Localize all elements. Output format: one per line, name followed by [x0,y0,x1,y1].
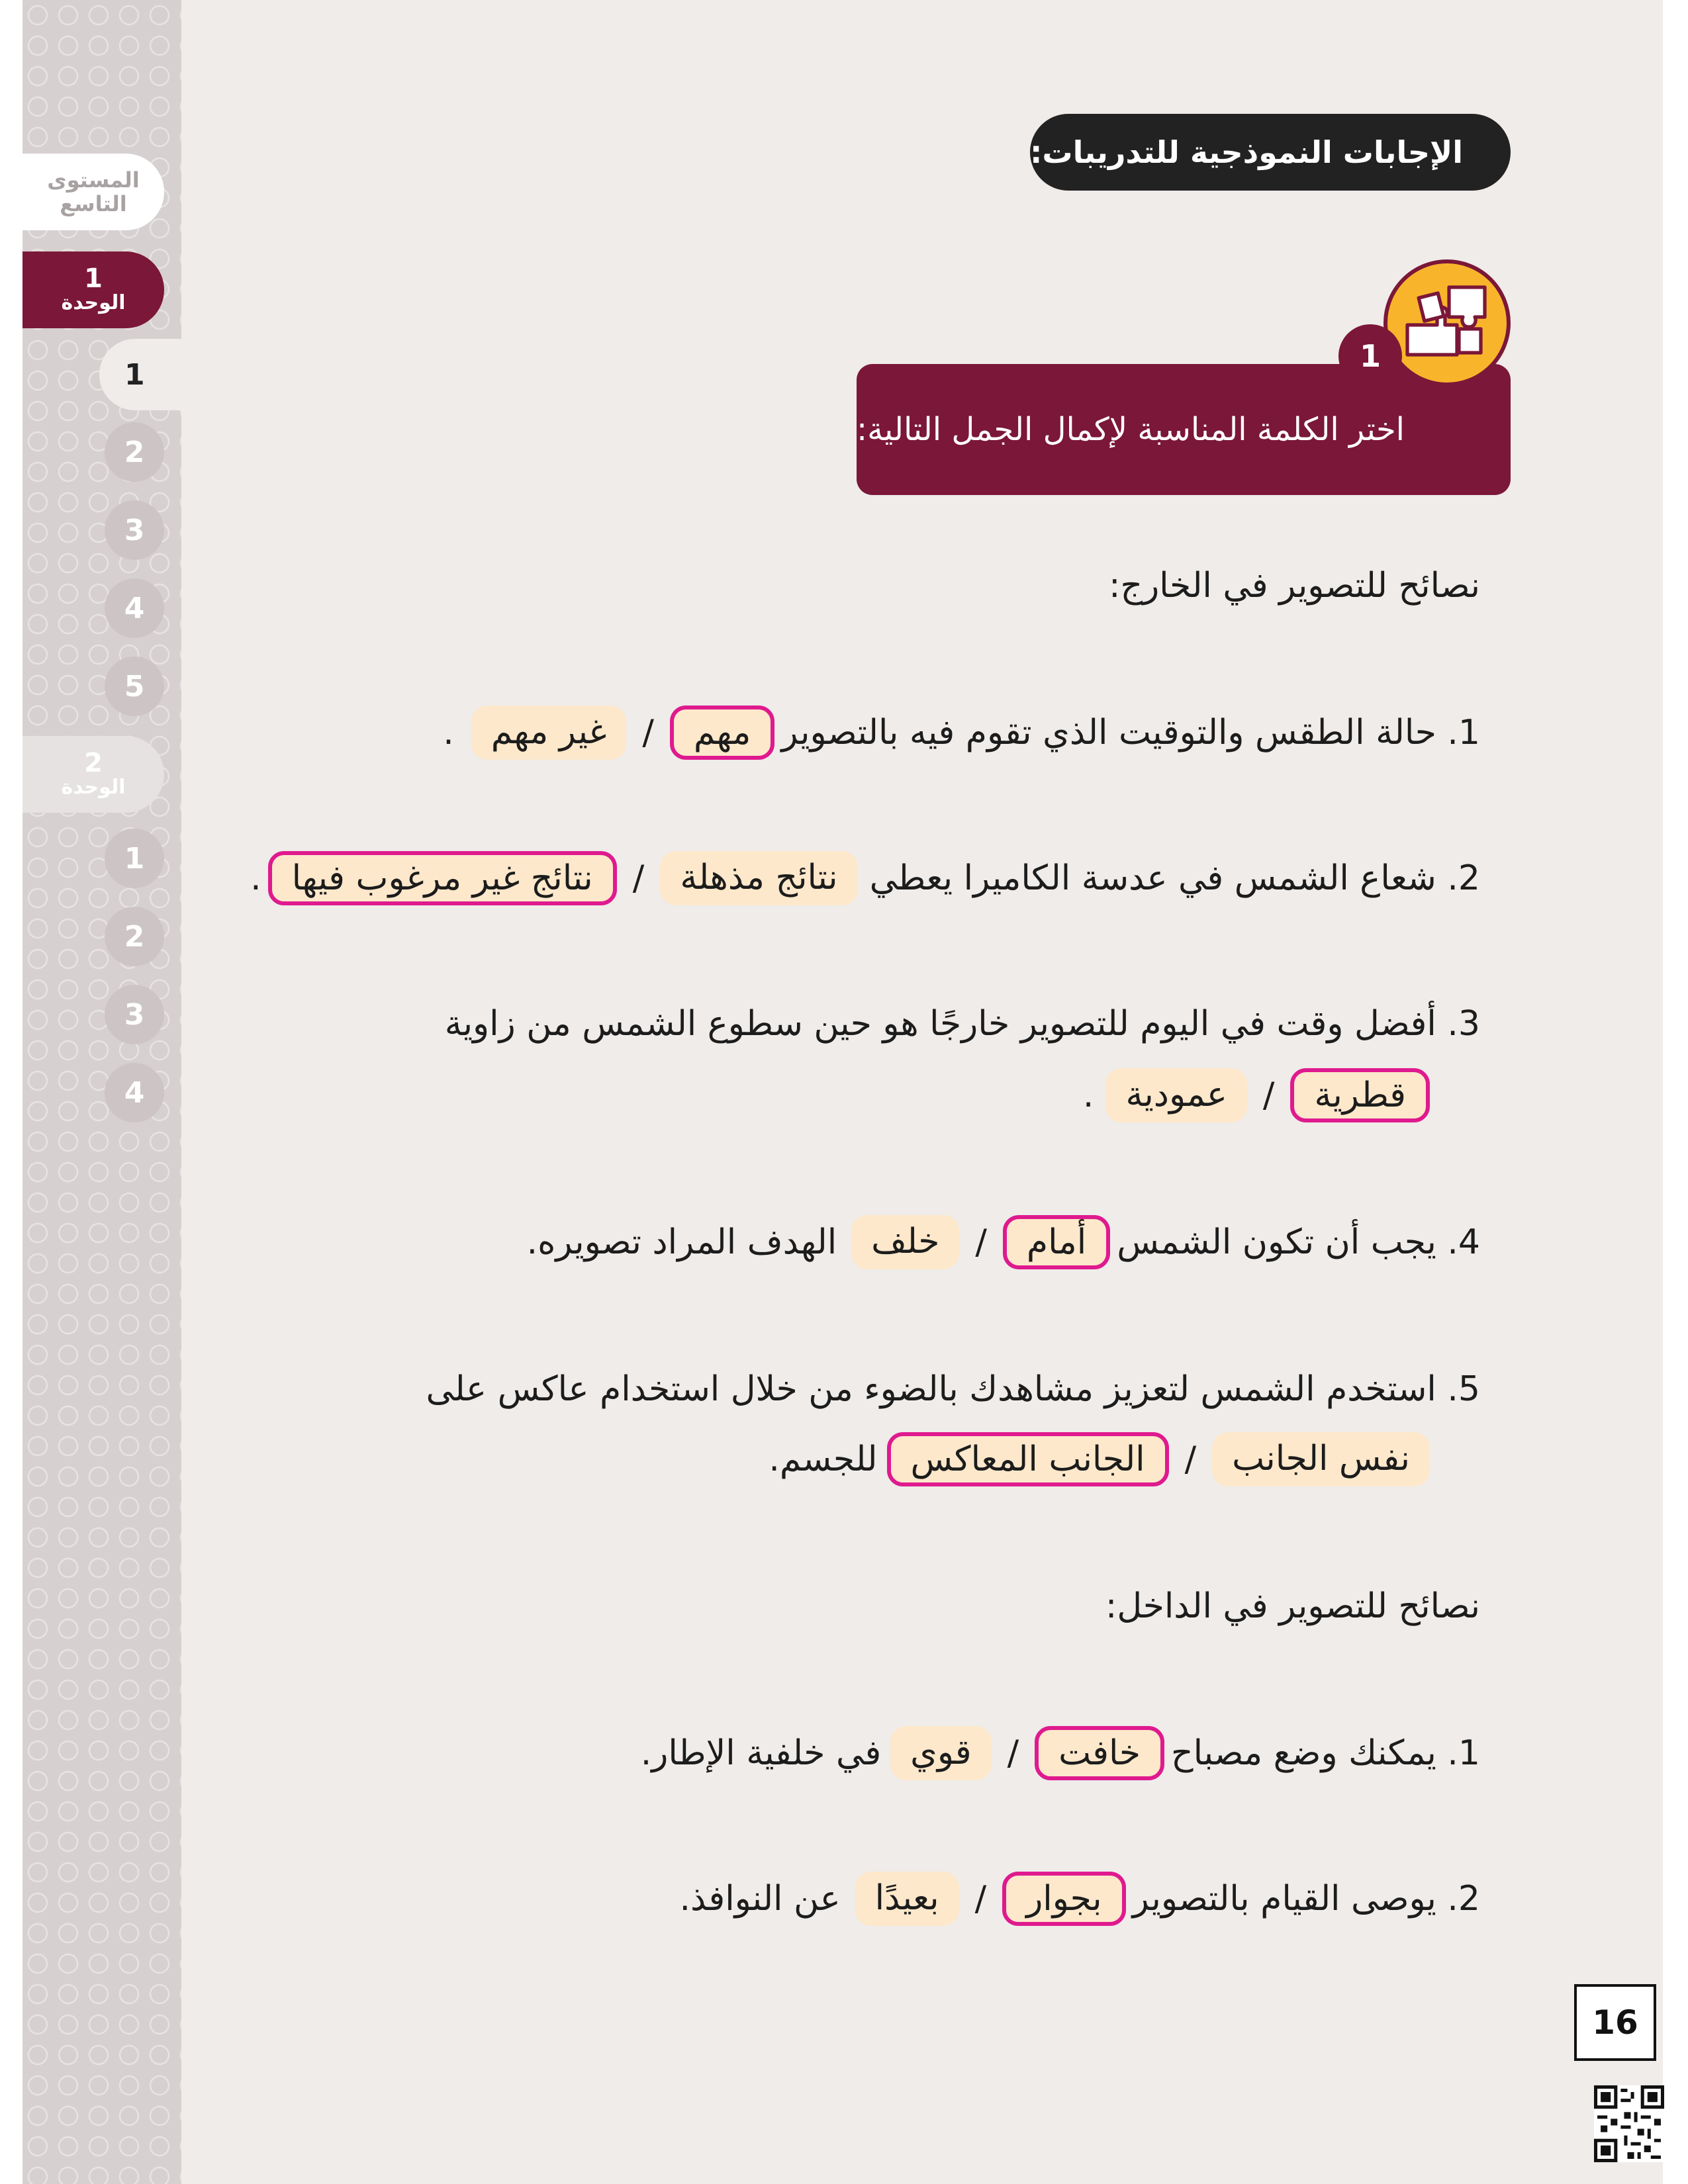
option-selected[interactable]: بجوار [1002,1872,1125,1926]
option-selected[interactable]: قطرية [1290,1068,1430,1122]
option[interactable]: قوي [890,1726,991,1780]
outdoor-item-3-line1: 3. أفضل وقت في اليوم للتصوير خارجًا هو حين سطوع الشمس من زاوية [444,1004,1480,1044]
outdoor-item-4: 4. يجب أن تكون الشمس أمام / خلف الهدف المراد تصويره. [527,1212,1480,1272]
exercise-instruction: اختر الكلمة المناسبة لإكمال الجمل التالية: [857,411,1405,448]
option[interactable]: خلف [851,1215,959,1269]
option-separator: / [1007,1733,1019,1773]
indoor-item-1: 1. يمكنك وضع مصباح خافت / قوي في خلفية الإطار. [641,1723,1480,1783]
sidebar-lesson-5[interactable]: 5 [105,657,164,716]
option-separator: / [974,1879,987,1919]
option-selected[interactable]: نتائج غير مرغوب فيها [268,851,617,905]
option[interactable]: بعيدًا [855,1872,959,1926]
sidebar-unit2-lesson-2[interactable]: 2 [105,907,164,966]
unit-2-tab[interactable] [23,736,164,813]
option-selected[interactable]: أمام [1003,1215,1110,1269]
sidebar-lesson-1-active[interactable]: 1 [99,339,181,410]
outdoor-item-3-line2: قطرية / عمودية . [1083,1066,1436,1125]
option[interactable]: غير مهم [471,705,627,760]
indoor-item-2: 2. يوصى القيام بالتصوير بجوار / بعيدًا عن النوافذ. [680,1869,1480,1929]
sidebar-unit2-lesson-4[interactable]: 4 [105,1063,164,1122]
page-margin [1663,0,1688,2184]
unit-label: الوحدة [61,776,126,799]
outdoor-item-2: 2. شعاع الشمس في عدسة الكاميرا يعطي نتائج مذهلة / نتائج غير مرغوب فيها . [250,848,1480,908]
option[interactable]: عمودية [1105,1068,1246,1122]
page-number: 16 [1574,1984,1656,2061]
option-separator: / [1262,1075,1275,1115]
level-tab[interactable] [23,154,164,230]
sidebar-lesson-3[interactable]: 3 [105,500,164,560]
unit-number: 1 [84,263,103,294]
puzzle-icon [1383,259,1511,387]
unit-label: الوحدة [61,291,126,314]
sidebar-shade [0,0,23,2184]
sidebar-unit2-lesson-3[interactable]: 3 [105,985,164,1044]
unit-number: 2 [84,748,103,778]
option[interactable]: نفس الجانب [1212,1432,1430,1486]
option-selected[interactable]: خافت [1035,1726,1164,1780]
indoor-heading: نصائح للتصوير في الداخل: [1105,1586,1480,1626]
outdoor-heading: نصائح للتصوير في الخارج: [1108,566,1480,606]
qr-code-icon [1594,2085,1664,2163]
option[interactable]: نتائج مذهلة [660,851,857,905]
option-selected[interactable]: مهم [670,705,774,760]
exercise-instruction-box [857,364,1511,495]
sidebar-lesson-2[interactable]: 2 [105,422,164,482]
outdoor-item-5-line1: 5. استخدم الشمس لتعزيز مشاهدك بالضوء من خلال استخدام عاكس على [426,1369,1480,1409]
option-separator: / [975,1222,987,1262]
level-value: التاسع [60,191,127,216]
outdoor-item-5-line2: نفس الجانب / الجانب المعاكس للجسم. [769,1430,1436,1489]
option-selected[interactable]: الجانب المعاكس [887,1432,1169,1486]
outdoor-item-1: 1. حالة الطقس والتوقيت الذي تقوم فيه بالتصوير مهم / غير مهم . [443,703,1480,762]
option-separator: / [632,858,645,898]
exercise-number-badge: 1 [1338,324,1402,388]
sidebar-lesson-4[interactable]: 4 [105,578,164,638]
answers-title: الإجابات النموذجية للتدريبات: [1030,134,1463,170]
unit-1-tab[interactable] [23,251,164,328]
option-separator: / [1184,1439,1197,1479]
option-separator: / [642,713,654,752]
sidebar-unit2-lesson-1[interactable]: 1 [105,829,164,888]
answers-title-pill [1030,114,1511,191]
level-label: المستوى [47,167,140,193]
